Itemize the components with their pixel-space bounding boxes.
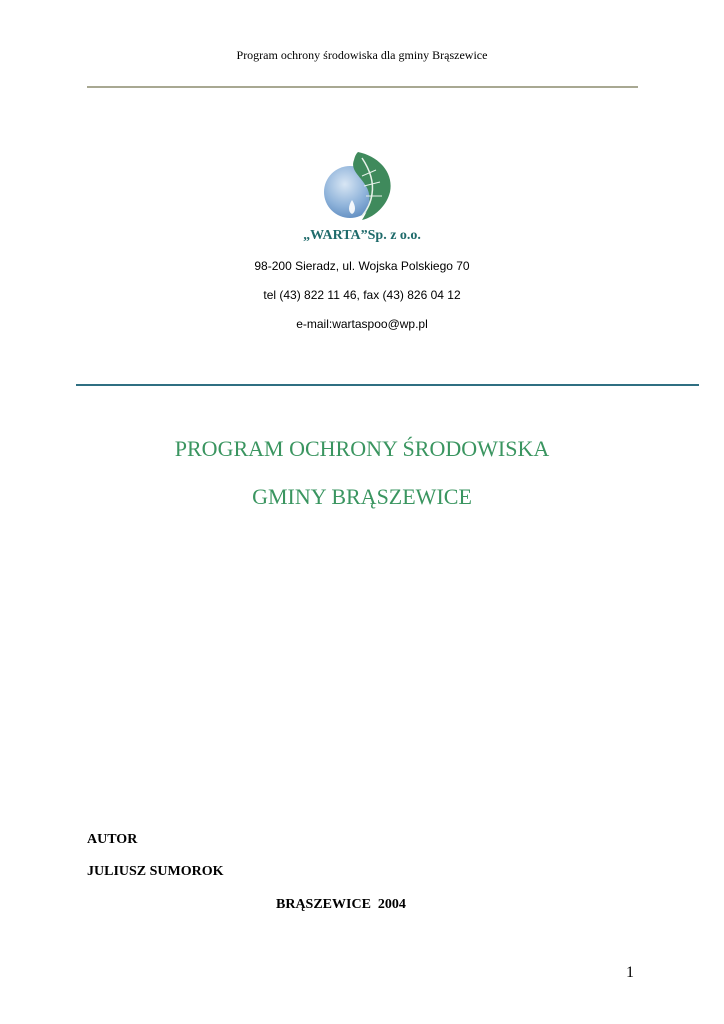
document-title-line-2: GMINY BRĄSZEWICE [252, 484, 472, 509]
author-name: JULIUSZ SUMOROK [87, 864, 224, 879]
section-divider [76, 384, 699, 386]
company-email: e-mail:wartaspoo@wp.pl [296, 317, 428, 331]
company-name: „WARTA”Sp. z o.o. [303, 228, 421, 243]
running-header: Program ochrony środowiska dla gminy Brąszewice [236, 48, 488, 62]
page-number: 1 [626, 964, 634, 981]
company-address: 98-200 Sieradz, ul. Wojska Polskiego 70 [254, 259, 470, 273]
company-phone-fax: tel (43) 822 11 46, fax (43) 826 04 12 [263, 288, 461, 302]
leaf-and-water-drop-logo [318, 146, 398, 226]
document-title-line-1: PROGRAM OCHRONY ŚRODOWISKA [174, 436, 550, 461]
author-label: AUTOR [87, 832, 138, 847]
header-divider [87, 86, 638, 88]
company-logo-icon [318, 146, 398, 226]
place-and-date: BRĄSZEWICE 2004 [276, 897, 406, 912]
